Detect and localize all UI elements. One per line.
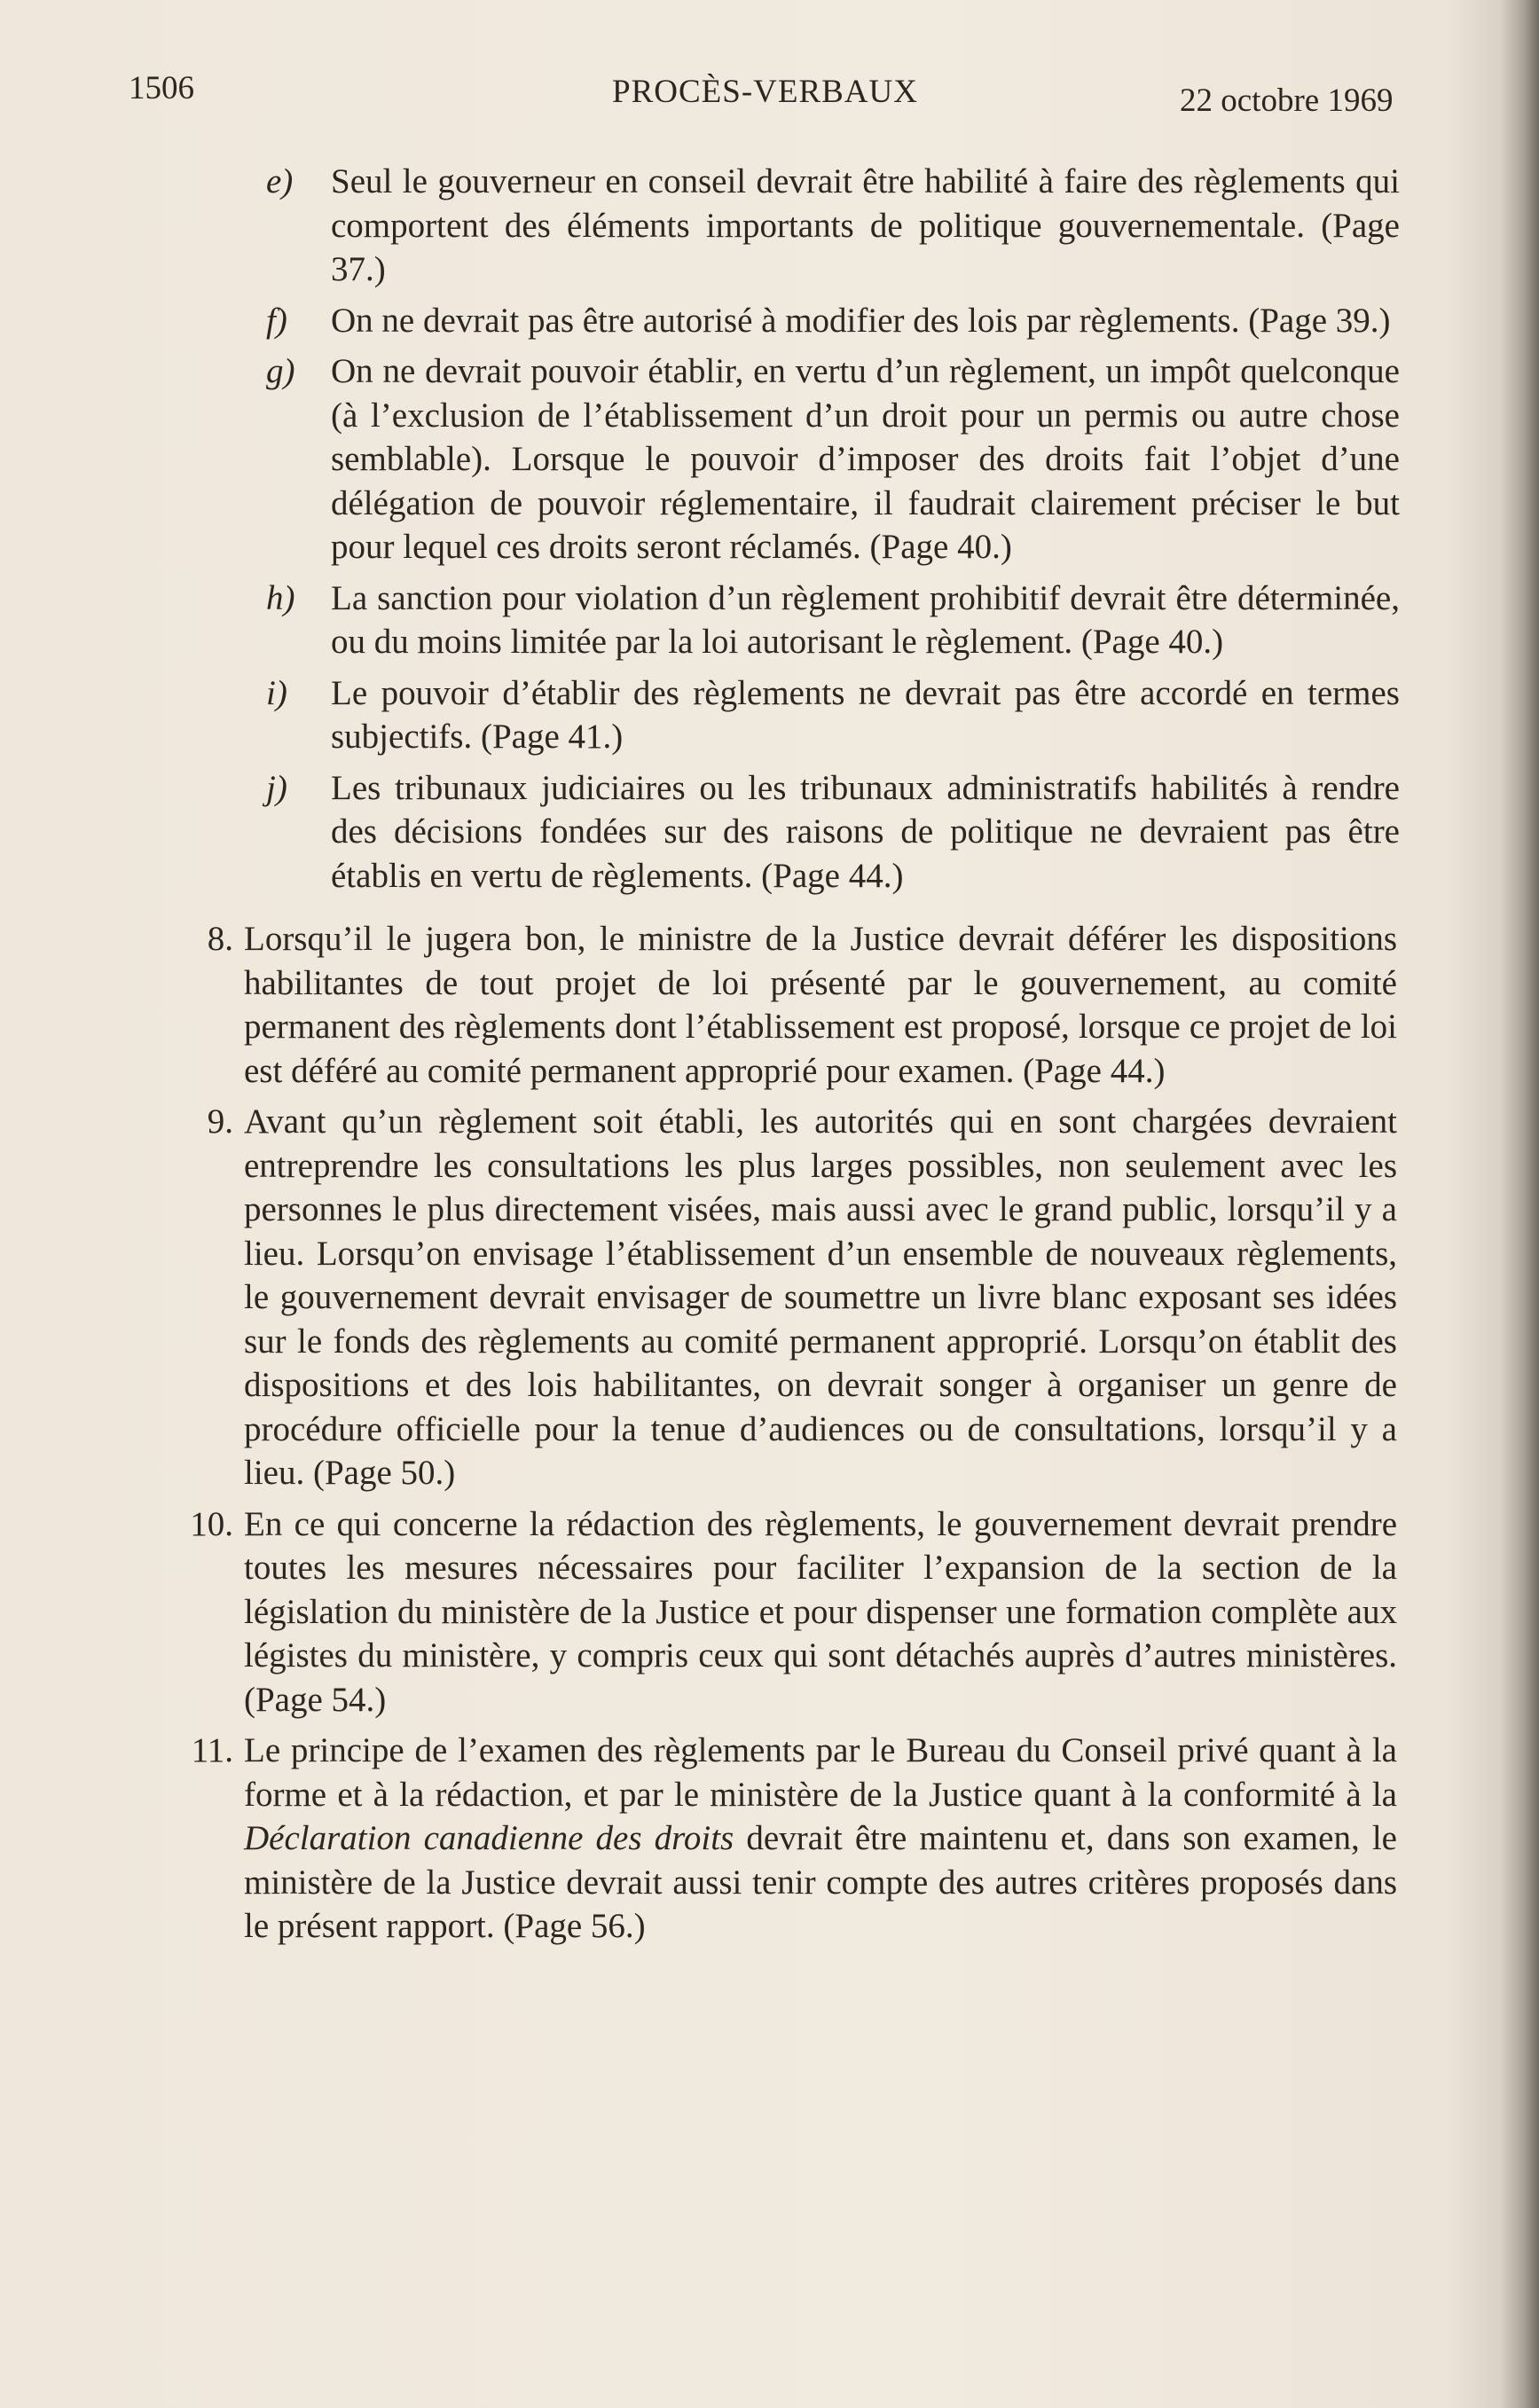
sub-item: [266, 671, 1400, 759]
item-text: Lorsqu’il le jugera bon, le ministre de la Justice devrait déférer les dispositions habilitantes de tout projet de loi présenté par le gouvernement, au comité permanent des règlements dont l’établissement est proposé, lorsque ce projet de loi est déféré au comité permanent approprié pour examen. (Page 44.): [244, 920, 1397, 1090]
sub-item-text: Les tribunaux judiciaires ou les tribunaux administratifs habilités à rendre des décisions fondées sur des raisons de politique ne devraient pas être établis en vertu de règlements. (Page 44.): [331, 768, 1400, 895]
sub-item-text: On ne devrait pas être autorisé à modifier des lois par règlements. (Page 39.): [331, 301, 1391, 340]
sub-item-text: On ne devrait pouvoir établir, en vertu d’un règlement, un impôt quelconque (à l’exclusion de l’établissement d’un droit pour un permis ou autre chose semblable). Lorsque le pouvoir d’imposer des droits fait l’objet d’une délégation de pouvoir réglementaire, il faudrait clairement préciser le but pour lequel ces droits seront réclamés. (Page 40.): [331, 352, 1400, 566]
item-number: 11.: [191, 1731, 233, 1769]
sub-item: [266, 577, 1400, 664]
header-date: 22 octobre 1969: [1180, 82, 1394, 119]
item-number: 8.: [207, 920, 233, 958]
sub-item-label: h): [266, 578, 295, 617]
sub-item-text: Le pouvoir d’établir des règlements ne devrait pas être accordé en termes subjectifs. (Page 41.): [331, 673, 1400, 756]
item-number: 10.: [190, 1504, 233, 1543]
sub-item-text: Seul le gouverneur en conseil devrait être habilité à faire des règlements qui comportent des éléments importants de politique gouvernementale. (Page 37.): [331, 162, 1400, 288]
numbered-item: [191, 1729, 1397, 1949]
sub-item-label: f): [266, 301, 287, 340]
sub-item: [266, 299, 1400, 343]
numbered-item: [207, 917, 1397, 1093]
item-text-italic-title: Déclaration canadienne des droits: [244, 1819, 734, 1857]
item-text: Avant qu’un règlement soit établi, les autorités qui en sont chargées devraient entreprendre les consultations les plus larges possibles, non seulement avec les personnes le plus directement visées, mais aussi avec le grand public, lorsqu’il y a lieu. Lorsqu’on envisage l’établissement d’un ensemble de nouveaux règlements, le gouvernement devrait envisager de soumettre un livre blanc exposant ses idées sur le fonds des règlements au comité permanent approprié. Lorsqu’on établit des dispositions et des lois habilitantes, on devrait songer à organiser un genre de procédure officielle pour la tenue d’audiences ou de consultations, lorsqu’il y a lieu. (Page 50.): [244, 1102, 1397, 1492]
numbered-item: [207, 1100, 1397, 1495]
item-number: 9.: [207, 1102, 233, 1141]
sub-item-label: j): [266, 768, 287, 807]
sub-item: [266, 160, 1400, 292]
page-header: [129, 69, 1450, 122]
sub-item-list: [0, 160, 1539, 898]
sub-item-text: La sanction pour violation d’un règlement prohibitif devrait être déterminée, ou du moins limitée par la loi autorisant le règlement. (Page 40.): [331, 578, 1400, 661]
sub-item-label: e): [266, 162, 294, 200]
sub-item: [266, 349, 1400, 569]
item-text: En ce qui concerne la rédaction des règlements, le gouvernement devrait prendre toutes les mesures nécessaires pour faciliter l’expansion de la section de la législation du ministère de la Justice et pour dispenser une formation complète aux légistes du ministère, y compris ceux qui sont détachés auprès d’autres ministères. (Page 54.): [244, 1504, 1397, 1719]
sub-item-label: i): [266, 673, 287, 712]
sub-item: [266, 766, 1400, 898]
numbered-item: [190, 1502, 1397, 1722]
page-number: 1506: [129, 70, 194, 106]
item-text-before: Le principe de l’examen des règlements par le Bureau du Conseil privé quant à la forme et à la rédaction, et par le ministère de la Justice quant à la conformité à la: [244, 1731, 1397, 1814]
page-content: [0, 160, 1539, 1956]
running-title: PROCÈS-VERBAUX: [612, 74, 918, 110]
item-text-after: devrait être maintenu et, dans son examen, le ministère de la Justice devrait aussi tenir compte des autres critères proposés dans le présent rapport. (Page 56.): [244, 1819, 1397, 1945]
sub-item-label: g): [266, 352, 295, 390]
numbered-item-list: [0, 917, 1539, 1949]
